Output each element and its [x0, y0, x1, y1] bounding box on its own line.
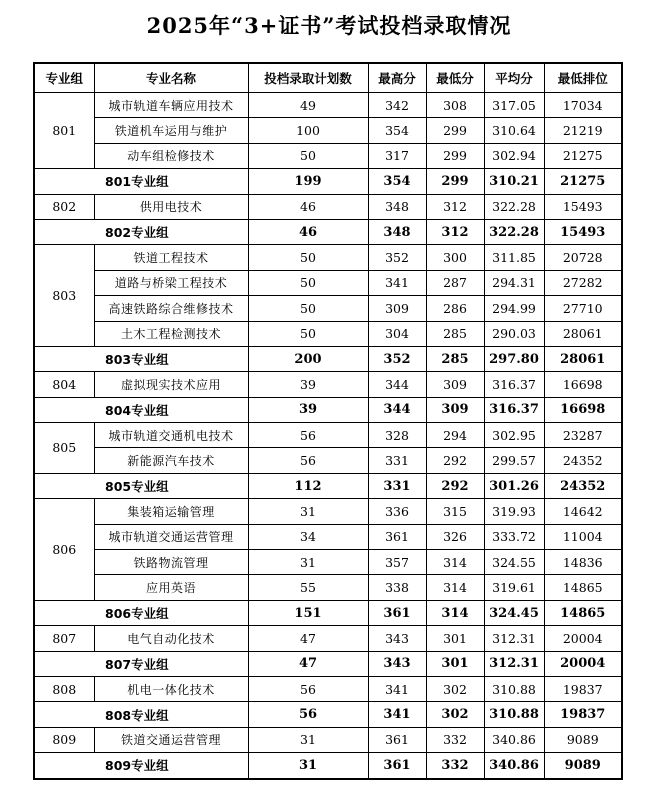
- avg-score-cell: 294.99: [484, 296, 544, 321]
- avg-score-cell: 312.31: [484, 626, 544, 651]
- plan-count-cell: 31: [248, 727, 368, 752]
- subtotal-max-cell: 348: [368, 219, 426, 244]
- min-score-cell: 312: [426, 194, 484, 219]
- max-score-cell: 343: [368, 626, 426, 651]
- subtotal-rank-cell: 20004: [544, 651, 622, 676]
- plan-count-cell: 50: [248, 270, 368, 295]
- subtotal-row: [34, 753, 622, 779]
- subtotal-rank-cell: 16698: [544, 397, 622, 422]
- avg-score-cell: 317.05: [484, 93, 544, 118]
- major-name-cell: 动车组检修技术: [94, 143, 248, 168]
- group-subtotal-label: 804专业组: [34, 397, 248, 422]
- group-subtotal-label: 807专业组: [34, 651, 248, 676]
- group-code-cell: 809: [34, 727, 94, 752]
- plan-count-cell: 39: [248, 372, 368, 397]
- subtotal-min-cell: 314: [426, 600, 484, 625]
- subtotal-avg-cell: 310.88: [484, 702, 544, 727]
- min-rank-cell: 19837: [544, 676, 622, 701]
- subtotal-max-cell: 341: [368, 702, 426, 727]
- header-avg: 平均分: [484, 63, 544, 93]
- max-score-cell: 331: [368, 448, 426, 473]
- subtotal-max-cell: 352: [368, 346, 426, 371]
- plan-count-cell: 50: [248, 321, 368, 346]
- major-name-cell: 铁道工程技术: [94, 245, 248, 270]
- table-row: [34, 194, 622, 219]
- group-code-cell: 806: [34, 499, 94, 601]
- min-score-cell: 314: [426, 575, 484, 600]
- min-score-cell: 285: [426, 321, 484, 346]
- major-name-cell: 应用英语: [94, 575, 248, 600]
- subtotal-plan-cell: 200: [248, 346, 368, 371]
- avg-score-cell: 311.85: [484, 245, 544, 270]
- subtotal-min-cell: 292: [426, 473, 484, 498]
- major-name-cell: 铁道机车运用与维护: [94, 118, 248, 143]
- avg-score-cell: 290.03: [484, 321, 544, 346]
- plan-count-cell: 56: [248, 423, 368, 448]
- plan-count-cell: 47: [248, 626, 368, 651]
- group-subtotal-label: 809专业组: [34, 753, 248, 779]
- min-score-cell: 314: [426, 550, 484, 575]
- max-score-cell: 344: [368, 372, 426, 397]
- subtotal-rank-cell: 14865: [544, 600, 622, 625]
- plan-count-cell: 55: [248, 575, 368, 600]
- max-score-cell: 304: [368, 321, 426, 346]
- group-subtotal-label: 805专业组: [34, 473, 248, 498]
- subtotal-row: [34, 473, 622, 498]
- plan-count-cell: 31: [248, 499, 368, 524]
- subtotal-row: [34, 651, 622, 676]
- max-score-cell: 341: [368, 270, 426, 295]
- table-row: [34, 499, 622, 524]
- min-rank-cell: 11004: [544, 524, 622, 549]
- table-row: [34, 270, 622, 295]
- subtotal-rank-cell: 15493: [544, 219, 622, 244]
- avg-score-cell: 319.61: [484, 575, 544, 600]
- table-row: [34, 423, 622, 448]
- major-name-cell: 机电一体化技术: [94, 676, 248, 701]
- major-name-cell: 土木工程检测技术: [94, 321, 248, 346]
- table-row: [34, 93, 622, 118]
- major-name-cell: 新能源汽车技术: [94, 448, 248, 473]
- header-rank: 最低排位: [544, 63, 622, 93]
- avg-score-cell: 294.31: [484, 270, 544, 295]
- major-name-cell: 高速铁路综合维修技术: [94, 296, 248, 321]
- table-row: [34, 448, 622, 473]
- subtotal-row: [34, 346, 622, 371]
- subtotal-row: [34, 219, 622, 244]
- table-body: [34, 93, 622, 779]
- table-row: [34, 575, 622, 600]
- min-rank-cell: 28061: [544, 321, 622, 346]
- plan-count-cell: 34: [248, 524, 368, 549]
- subtotal-plan-cell: 151: [248, 600, 368, 625]
- min-score-cell: 299: [426, 118, 484, 143]
- subtotal-max-cell: 361: [368, 600, 426, 625]
- subtotal-rank-cell: 21275: [544, 169, 622, 194]
- subtotal-min-cell: 302: [426, 702, 484, 727]
- group-subtotal-label: 802专业组: [34, 219, 248, 244]
- table-row: [34, 118, 622, 143]
- group-subtotal-label: 808专业组: [34, 702, 248, 727]
- subtotal-avg-cell: 324.45: [484, 600, 544, 625]
- major-name-cell: 城市轨道交通机电技术: [94, 423, 248, 448]
- table-row: [34, 372, 622, 397]
- subtotal-rank-cell: 9089: [544, 753, 622, 779]
- min-score-cell: 300: [426, 245, 484, 270]
- major-name-cell: 城市轨道交通运营管理: [94, 524, 248, 549]
- min-rank-cell: 21219: [544, 118, 622, 143]
- subtotal-max-cell: 361: [368, 753, 426, 779]
- avg-score-cell: 302.94: [484, 143, 544, 168]
- header-major: 专业名称: [94, 63, 248, 93]
- max-score-cell: 348: [368, 194, 426, 219]
- min-score-cell: 292: [426, 448, 484, 473]
- table-row: [34, 524, 622, 549]
- header-group: 专业组: [34, 63, 94, 93]
- max-score-cell: 361: [368, 524, 426, 549]
- min-rank-cell: 27710: [544, 296, 622, 321]
- table-row: [34, 143, 622, 168]
- subtotal-plan-cell: 46: [248, 219, 368, 244]
- group-code-cell: 807: [34, 626, 94, 651]
- min-rank-cell: 14865: [544, 575, 622, 600]
- subtotal-min-cell: 285: [426, 346, 484, 371]
- group-code-cell: 805: [34, 423, 94, 474]
- max-score-cell: 309: [368, 296, 426, 321]
- plan-count-cell: 49: [248, 93, 368, 118]
- avg-score-cell: 322.28: [484, 194, 544, 219]
- admission-table: [33, 62, 623, 780]
- min-score-cell: 332: [426, 727, 484, 752]
- table-row: [34, 550, 622, 575]
- subtotal-avg-cell: 322.28: [484, 219, 544, 244]
- group-code-cell: 802: [34, 194, 94, 219]
- plan-count-cell: 31: [248, 550, 368, 575]
- subtotal-avg-cell: 340.86: [484, 753, 544, 779]
- min-score-cell: 315: [426, 499, 484, 524]
- subtotal-plan-cell: 47: [248, 651, 368, 676]
- max-score-cell: 361: [368, 727, 426, 752]
- subtotal-min-cell: 332: [426, 753, 484, 779]
- avg-score-cell: 319.93: [484, 499, 544, 524]
- subtotal-plan-cell: 31: [248, 753, 368, 779]
- major-name-cell: 集装箱运输管理: [94, 499, 248, 524]
- plan-count-cell: 46: [248, 194, 368, 219]
- subtotal-max-cell: 343: [368, 651, 426, 676]
- min-rank-cell: 24352: [544, 448, 622, 473]
- group-code-cell: 808: [34, 676, 94, 701]
- subtotal-row: [34, 702, 622, 727]
- subtotal-min-cell: 301: [426, 651, 484, 676]
- group-code-cell: 804: [34, 372, 94, 397]
- subtotal-min-cell: 299: [426, 169, 484, 194]
- group-subtotal-label: 803专业组: [34, 346, 248, 371]
- subtotal-avg-cell: 310.21: [484, 169, 544, 194]
- subtotal-row: [34, 397, 622, 422]
- min-rank-cell: 20728: [544, 245, 622, 270]
- table-row: [34, 321, 622, 346]
- subtotal-max-cell: 354: [368, 169, 426, 194]
- min-score-cell: 326: [426, 524, 484, 549]
- min-rank-cell: 15493: [544, 194, 622, 219]
- subtotal-row: [34, 600, 622, 625]
- plan-count-cell: 56: [248, 448, 368, 473]
- subtotal-avg-cell: 301.26: [484, 473, 544, 498]
- max-score-cell: 357: [368, 550, 426, 575]
- subtotal-rank-cell: 24352: [544, 473, 622, 498]
- header-plan: 投档录取计划数: [248, 63, 368, 93]
- group-subtotal-label: 806专业组: [34, 600, 248, 625]
- min-score-cell: 287: [426, 270, 484, 295]
- min-rank-cell: 14642: [544, 499, 622, 524]
- min-score-cell: 301: [426, 626, 484, 651]
- header-row: [34, 63, 622, 93]
- max-score-cell: 341: [368, 676, 426, 701]
- major-name-cell: 城市轨道车辆应用技术: [94, 93, 248, 118]
- min-rank-cell: 21275: [544, 143, 622, 168]
- min-rank-cell: 17034: [544, 93, 622, 118]
- max-score-cell: 336: [368, 499, 426, 524]
- min-rank-cell: 23287: [544, 423, 622, 448]
- avg-score-cell: 340.86: [484, 727, 544, 752]
- min-rank-cell: 16698: [544, 372, 622, 397]
- major-name-cell: 虚拟现实技术应用: [94, 372, 248, 397]
- min-score-cell: 294: [426, 423, 484, 448]
- min-score-cell: 302: [426, 676, 484, 701]
- min-rank-cell: 20004: [544, 626, 622, 651]
- group-code-cell: 801: [34, 93, 94, 169]
- subtotal-plan-cell: 112: [248, 473, 368, 498]
- max-score-cell: 338: [368, 575, 426, 600]
- avg-score-cell: 324.55: [484, 550, 544, 575]
- subtotal-max-cell: 344: [368, 397, 426, 422]
- header-max: 最高分: [368, 63, 426, 93]
- avg-score-cell: 333.72: [484, 524, 544, 549]
- subtotal-min-cell: 309: [426, 397, 484, 422]
- avg-score-cell: 302.95: [484, 423, 544, 448]
- min-rank-cell: 14836: [544, 550, 622, 575]
- plan-count-cell: 56: [248, 676, 368, 701]
- group-code-cell: 803: [34, 245, 94, 347]
- plan-count-cell: 100: [248, 118, 368, 143]
- table-row: [34, 676, 622, 701]
- major-name-cell: 铁道交通运营管理: [94, 727, 248, 752]
- min-score-cell: 286: [426, 296, 484, 321]
- subtotal-avg-cell: 312.31: [484, 651, 544, 676]
- avg-score-cell: 310.64: [484, 118, 544, 143]
- table-row: [34, 727, 622, 752]
- subtotal-plan-cell: 199: [248, 169, 368, 194]
- subtotal-avg-cell: 316.37: [484, 397, 544, 422]
- page-title: 2025年“3+证书”考试投档录取情况: [146, 13, 512, 38]
- max-score-cell: 328: [368, 423, 426, 448]
- subtotal-min-cell: 312: [426, 219, 484, 244]
- subtotal-max-cell: 331: [368, 473, 426, 498]
- min-rank-cell: 27282: [544, 270, 622, 295]
- min-score-cell: 309: [426, 372, 484, 397]
- subtotal-rank-cell: 19837: [544, 702, 622, 727]
- max-score-cell: 354: [368, 118, 426, 143]
- max-score-cell: 317: [368, 143, 426, 168]
- min-score-cell: 299: [426, 143, 484, 168]
- avg-score-cell: 299.57: [484, 448, 544, 473]
- subtotal-rank-cell: 28061: [544, 346, 622, 371]
- major-name-cell: 电气自动化技术: [94, 626, 248, 651]
- subtotal-row: [34, 169, 622, 194]
- major-name-cell: 铁路物流管理: [94, 550, 248, 575]
- subtotal-avg-cell: 297.80: [484, 346, 544, 371]
- max-score-cell: 342: [368, 93, 426, 118]
- table-row: [34, 296, 622, 321]
- subtotal-plan-cell: 39: [248, 397, 368, 422]
- max-score-cell: 352: [368, 245, 426, 270]
- subtotal-plan-cell: 56: [248, 702, 368, 727]
- header-min: 最低分: [426, 63, 484, 93]
- major-name-cell: 供用电技术: [94, 194, 248, 219]
- group-subtotal-label: 801专业组: [34, 169, 248, 194]
- plan-count-cell: 50: [248, 143, 368, 168]
- table-row: [34, 245, 622, 270]
- table-row: [34, 626, 622, 651]
- min-score-cell: 308: [426, 93, 484, 118]
- plan-count-cell: 50: [248, 296, 368, 321]
- avg-score-cell: 310.88: [484, 676, 544, 701]
- major-name-cell: 道路与桥梁工程技术: [94, 270, 248, 295]
- min-rank-cell: 9089: [544, 727, 622, 752]
- avg-score-cell: 316.37: [484, 372, 544, 397]
- plan-count-cell: 50: [248, 245, 368, 270]
